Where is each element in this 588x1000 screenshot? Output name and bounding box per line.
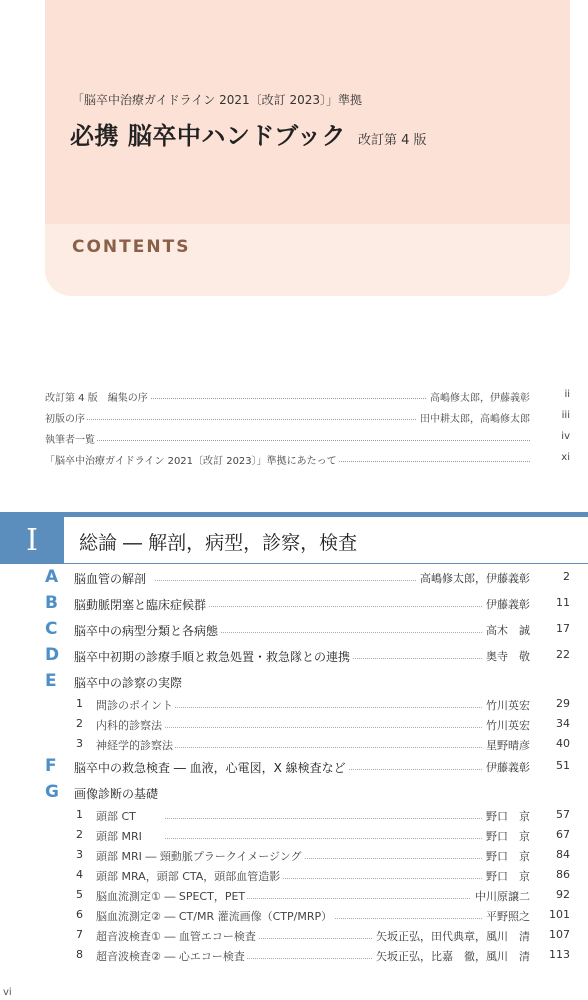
toc-section[interactable] [45,621,570,641]
subitem-author: 野口 京 [482,868,530,884]
contents-heading: CONTENTS [72,237,191,257]
subitem-page: 86 [556,868,570,881]
section-author: 伊藤義彰 [482,596,530,612]
subitem-page: 113 [549,948,570,961]
edition-label: 改訂第 4 版 [357,133,427,148]
toc-subitem[interactable] [45,847,570,867]
section-title: 脳卒中の病型分類と各病態 [74,624,219,638]
subitem-author: 野口 京 [482,848,530,864]
front-matter-page: iv [561,431,570,442]
subitem-page: 40 [556,737,570,750]
section-letter: C [45,619,58,639]
book-subtitle: 「脳卒中治療ガイドライン 2021〔改訂 2023〕」準拠 [72,93,362,107]
subitem-number: 1 [76,808,83,821]
toc-section[interactable] [45,784,570,804]
front-matter-page: xi [561,452,570,463]
section-letter: B [45,593,58,613]
section-title: 脳血管の解剖 [74,572,147,586]
subitem-number: 7 [76,928,83,941]
subitem-page: 57 [556,808,570,821]
front-matter-page: ii [564,389,570,400]
subitem-number: 2 [76,828,83,841]
subitem-number: 3 [76,737,83,750]
subitem-title: 脳血流測定② ― CT/MR 灌流画像（CTP/MRP） [96,910,333,923]
section-author: 奥寺 敬 [482,648,530,664]
subitem-author: 星野晴彦 [482,737,530,753]
subitem-number: 2 [76,717,83,730]
toc-subitem[interactable] [45,807,570,827]
subitem-author: 矢坂正弘，比嘉 徹，風川 清 [372,948,530,964]
subitem-author: 平野照之 [482,908,530,924]
chapter-title: 総論 ― 解剖，病型，診察，検査 [79,532,358,554]
page-number: vi [3,987,12,998]
title-row [70,116,427,151]
front-matter-author: 田中耕太郎，高嶋修太郎 [416,410,530,425]
toc-subitem[interactable] [45,907,570,927]
subitem-title: 頭部 MRI ― 頸動脈プラークイメージング [96,850,302,863]
subitem-page: 29 [556,697,570,710]
section-letter: G [45,782,59,802]
section-letter: E [45,671,57,691]
title-banner [45,0,570,224]
section-page: 2 [563,570,570,583]
subitem-page: 34 [556,717,570,730]
subitem-title: 頭部 CT [96,810,136,823]
toc-section[interactable] [45,673,570,693]
book-title: 必携 脳卒中ハンドブック [70,122,346,150]
subitem-author: 野口 京 [482,828,530,844]
subitem-number: 1 [76,697,83,710]
subitem-number: 5 [76,888,83,901]
section-author: 高嶋修太郎，伊藤義彰 [416,570,530,586]
toc-section[interactable] [45,758,570,778]
section-title: 脳動脈閉塞と臨床症候群 [74,598,207,612]
front-matter-title: 初版の序 [45,410,87,425]
toc-section[interactable] [45,647,570,667]
front-matter-item[interactable] [45,431,570,447]
section-title: 画像診断の基礎 [74,787,159,801]
front-matter-item[interactable] [45,452,570,468]
subitem-page: 67 [556,828,570,841]
section-page: 22 [556,648,570,661]
front-matter-title: 改訂第 4 版 編集の序 [45,389,150,404]
toc-subitem[interactable] [45,716,570,736]
section-author: 高木 誠 [482,622,530,638]
subitem-page: 92 [556,888,570,901]
section-title: 脳卒中初期の診療手順と救急処置・救急隊との連携 [74,650,351,664]
section-page: 51 [556,759,570,772]
subitem-number: 8 [76,948,83,961]
section-letter: A [45,567,59,587]
subitem-title: 超音波検査② ― 心エコー検査 [96,950,245,963]
front-matter-title: 執筆者一覧 [45,431,97,446]
toc-subitem[interactable] [45,827,570,847]
subitem-page: 101 [549,908,570,921]
subitem-title: 神経学的診察法 [96,739,173,752]
toc-subitem[interactable] [45,887,570,907]
section-title: 脳卒中の救急検査 ― 血液，心電図，X 線検査など [74,761,346,775]
front-matter-item[interactable] [45,389,570,405]
subitem-author: 竹川英宏 [482,697,530,713]
toc-subitem[interactable] [45,867,570,887]
front-matter-page: iii [561,410,570,421]
toc-subitem[interactable] [45,927,570,947]
front-matter-author: 高嶋修太郎，伊藤義彰 [426,389,530,404]
toc-section[interactable] [45,569,570,589]
contents-banner [45,224,570,296]
toc-subitem[interactable] [45,736,570,756]
subitem-author: 矢坂正弘，田代典章，風川 清 [372,928,530,944]
section-author: 伊藤義彰 [482,759,530,775]
chapter-top-bar [0,512,588,517]
section-page: 11 [556,596,570,609]
subitem-title: 超音波検査① ― 血管エコー検査 [96,930,256,943]
subitem-number: 6 [76,908,83,921]
subitem-author: 野口 京 [482,808,530,824]
subitem-title: 脳血流測定① ― SPECT，PET [96,890,246,903]
section-letter: D [45,645,60,665]
subitem-author: 竹川英宏 [482,717,530,733]
subitem-title: 問診のポイント [96,699,173,712]
front-matter-item[interactable] [45,410,570,426]
subitem-title: 内科的診察法 [96,719,162,732]
subitem-page: 84 [556,848,570,861]
chapter-numeral: I [0,517,64,564]
section-page: 17 [556,622,570,635]
section-letter: F [45,756,57,776]
subitem-title: 頭部 MRA，頭部 CTA，頭部血管造影 [96,870,281,883]
subitem-author: 中川原譲二 [471,888,530,904]
toc-section[interactable] [45,595,570,615]
subitem-number: 4 [76,868,83,881]
section-title: 脳卒中の診察の実際 [74,676,183,690]
subitem-title: 頭部 MRI [96,830,142,843]
subitem-page: 107 [549,928,570,941]
front-matter-title: 「脳卒中治療ガイドライン 2021〔改訂 2023〕」準拠にあたって [45,452,339,467]
toc-subitem[interactable] [45,947,570,967]
subitem-number: 3 [76,848,83,861]
toc-subitem[interactable] [45,696,570,716]
chapter-underline [64,563,588,564]
